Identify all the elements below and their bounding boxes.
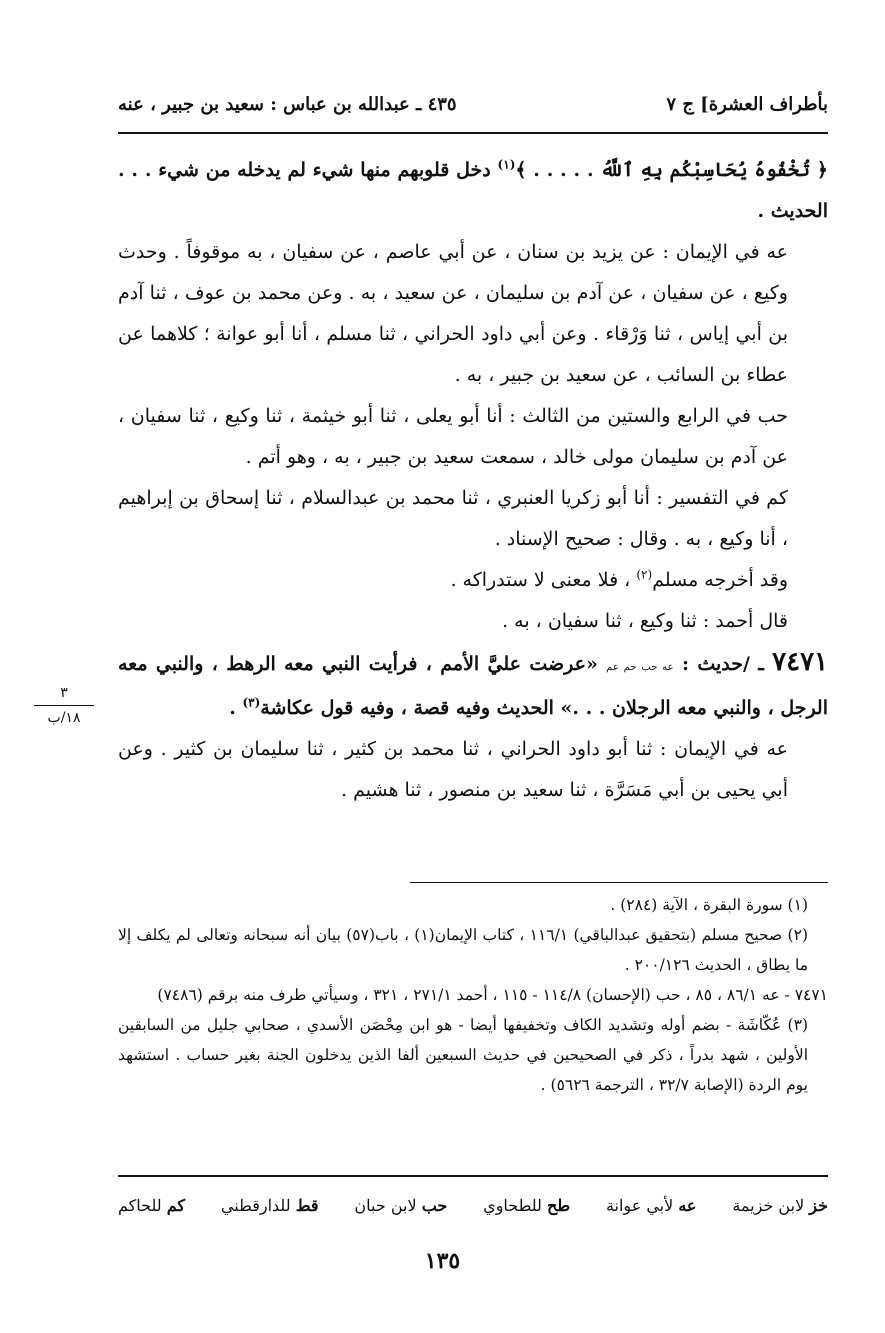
hadith-sources-abbr: عه حب حم عم [606, 662, 674, 673]
header-rule [118, 132, 828, 134]
abbreviations-rule [118, 1175, 828, 1177]
paragraph-awana-2: عه في الإيمان : ثنا أبو داود الحراني ، ثنا محمد بن كثير ، ثنا سليمان بن كثير . وعن أبي يحيى بن أبي مَسَرَّة ، ثنا سعيد بن منصور ، ثنا هشيم . [118, 738, 788, 801]
abbr-item: كم للحاكم [118, 1195, 186, 1215]
abbr-item: قط للدارقطني [220, 1195, 319, 1215]
abbreviations-legend [118, 1190, 828, 1220]
abbr-item: حب لابن حبان [354, 1195, 448, 1215]
footnote-2: (٢) صحيح مسلم (بتحقيق عبدالباقي) ١١٦/١ ، كتاب الإيمان(١) ، باب(٥٧) بيان أنه سبحانه وتعالى لم يكلف إلا ما يطاق ، الحديث ٢٠٠/١٢٦ . [118, 926, 808, 974]
abbr-item: طح للطحاوي [483, 1195, 571, 1215]
footnote-ref-3: (٣) [242, 695, 261, 710]
folio-top: ٣ [60, 685, 68, 701]
footnote-hadith-sources: ٧٤٧١ - عه ٨٦/١ ، ٨٥ ، حب (الإحسان) ١١٤/٨ - ١١٥ ، أحمد ٢٧١/١ ، ٣٢١ ، وسيأتي طرف منه برقم (٧٤٨٦) [157, 986, 828, 1004]
footnotes [118, 890, 828, 1100]
running-header [118, 86, 828, 122]
paragraph-quran [118, 150, 828, 232]
abbr-item: خز لابن خزيمة [732, 1195, 828, 1215]
hadith-lead: ـ /حديث : [673, 653, 773, 675]
header-left: بأطراف العشرة] ج ٧ [666, 93, 828, 115]
paragraph-muslim-b: ، فلا معنى لا ستدراكه . [450, 569, 637, 591]
footnote-1: (١) سورة البقرة ، الآية (٢٨٤) . [610, 896, 808, 914]
page-number: ١٣٥ [424, 1248, 461, 1274]
folio-divider [34, 705, 94, 706]
abbr-item: عه لأبي عوانة [605, 1195, 697, 1215]
main-text [118, 150, 828, 811]
paragraph-muslim [118, 560, 828, 601]
folio-bottom: ١٨/ب [47, 710, 81, 726]
hadith-number: ٧٤٧١ [772, 647, 828, 677]
quran-verse: ﴿ تُخْفُوهُ يُحَاسِبْكُم بِهِ ٱللَّهُ . . . . . ﴾ [515, 159, 828, 181]
hadith-text: «عرضت عليَّ الأمم ، فرأيت النبي معه الرهط ، والنبي معه الرجل ، والنبي معه الرجلان . . .» الحديث وفيه قصة ، وفيه قول عكاشة [118, 653, 828, 719]
hadith-entry [118, 642, 828, 729]
paragraph-ahmad: قال أحمد : ثنا وكيع ، ثنا سفيان ، به . [502, 610, 788, 632]
footnote-ref-2: (٢) [636, 567, 653, 582]
paragraph-quran-rest: دخل قلوبهم منها شيء لم يدخله من شيء . . . الحديث . [118, 159, 828, 222]
hadith-end: . [229, 697, 243, 719]
paragraph-muslim-a: وقد أخرجه مسلم [652, 569, 788, 591]
paragraph-hakim: كم في التفسير : أنا أبو زكريا العنبري ، ثنا محمد بن عبدالسلام ، ثنا إسحاق بن إبراهيم ، أنا وكيع ، به . وقال : صحيح الإسناد . [118, 487, 788, 550]
header-right: ٤٣٥ ـ عبدالله بن عباس : سعيد بن جبير ، عنه [118, 93, 457, 115]
footnote-ref-1: (١) [497, 157, 516, 172]
paragraph-hibban: حب في الرابع والستين من الثالث : أنا أبو يعلى ، ثنا أبو خيثمة ، ثنا وكيع ، ثنا سفيان ، عن آدم بن سليمان مولى خالد ، سمعت سعيد بن جبير ، به ، وهو أتم . [118, 405, 788, 468]
footnote-rule [410, 882, 828, 883]
paragraph-awana: عه في الإيمان : عن يزيد بن سنان ، عن أبي عاصم ، عن سفيان ، به موقوفاً . وحدث وكيع ، عن سفيان ، عن آدم بن سليمان ، عن سعيد ، به . وعن محمد بن عوف ، ثنا آدم بن أبي إياس ، ثنا وَرْقاء . وعن أبي داود الحراني ، ثنا مسلم ، أنا أبو عوانة ؛ كلاهما عن عطاء بن السائب ، عن سعيد بن جبير ، به . [118, 241, 788, 386]
manuscript-folio-note [28, 683, 100, 728]
footnote-3: (٣) عُكّاشَة - بضم أوله وتشديد الكاف وتخفيفها أيضا - هو ابن مِحْصَن الأسدي ، صحابي جليل من السابقين الأولين ، شهد بدراً ، ذكر في الصحيحين في حديث السبعين ألفا الذين يدخلون الجنة بغير حساب . استشهد يوم الردة (الإصابة ٣٢/٧ ، الترجمة ٥٦٢٦) . [118, 1016, 808, 1094]
